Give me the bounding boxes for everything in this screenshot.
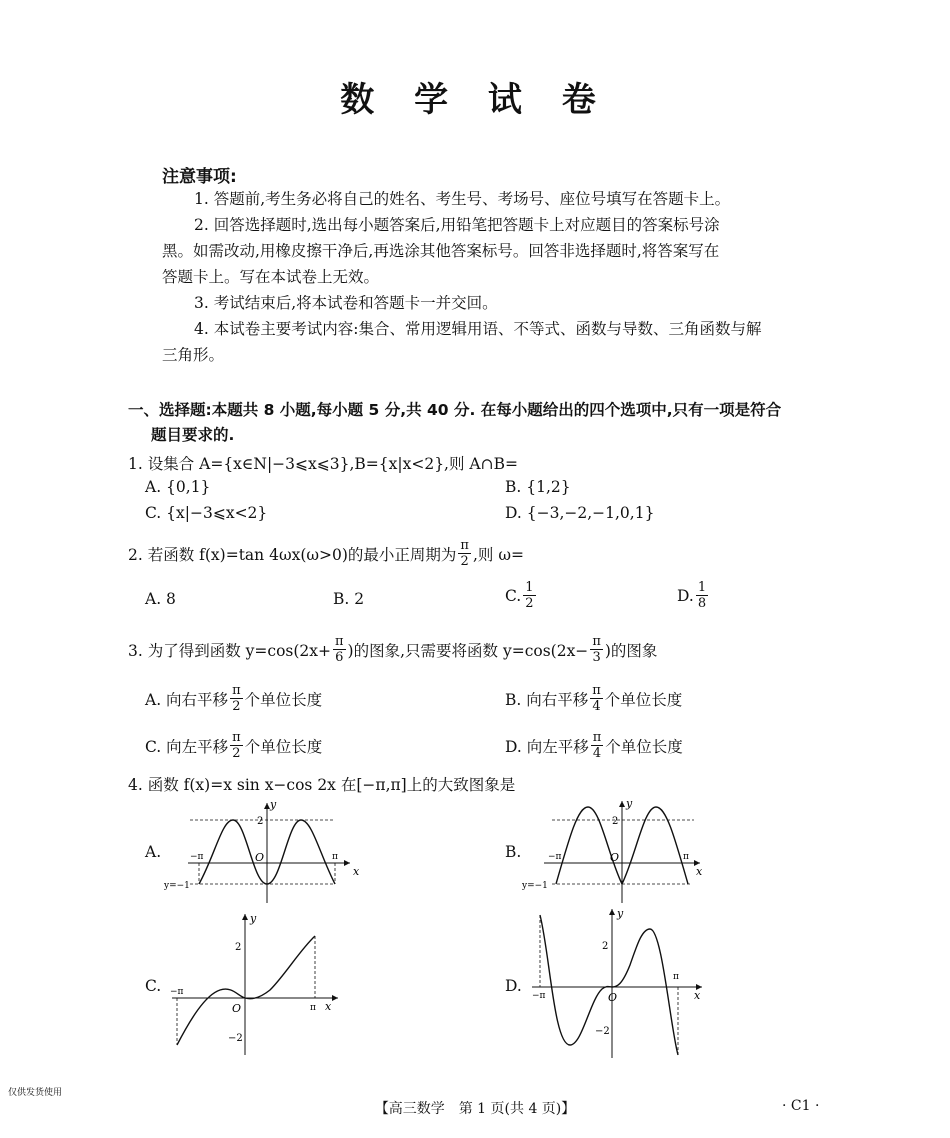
tick-label: 2 [602, 941, 609, 952]
notice-item: 黑。如需改动,用橡皮擦干净后,再选涂其他答案标号。回答非选择题时,将答案写在 [162, 242, 720, 260]
q3-c-num: π [232, 730, 241, 745]
notice-item: 4. 本试卷主要考试内容:集合、常用逻辑用语、不等式、函数与导数、三角函数与解 [194, 320, 762, 338]
q2-option-a: A. 8 [145, 590, 176, 608]
q2-option-d-frac [696, 580, 708, 611]
q4-option-b-label: B. [505, 843, 522, 861]
notice-item: 1. 答题前,考生务必将自己的姓名、考生号、考场号、座位号填写在答题卡上。 [194, 190, 731, 208]
notice-item: 答题卡上。写在本试卷上无效。 [162, 268, 380, 286]
notice-item: 2. 回答选择题时,选出每小题答案后,用铅笔把答题卡上对应题目的答案标号涂 [194, 216, 720, 234]
origin-label: O [608, 991, 618, 1004]
x-label: x [353, 865, 360, 878]
q3-option-c-frac [230, 730, 243, 761]
footer-note: 仅供发货使用 [8, 1088, 63, 1098]
q3-option-b [505, 683, 682, 714]
origin-label: O [232, 1002, 242, 1015]
q3-stem-b: )的图象,只需要将函数 y=cos(2x− [347, 641, 589, 660]
q3-d-num: π [592, 730, 602, 745]
tick-label: −π [170, 987, 184, 997]
q2-option-d [677, 580, 710, 611]
q2-d-den: 8 [697, 596, 707, 611]
notice-heading: 注意事项: [162, 167, 237, 187]
y-axis-arrow [619, 801, 625, 807]
q4-stem: 4. 函数 f(x)=x sin x−cos 2x 在[−π,π]上的大致图象是 [128, 776, 516, 794]
q4-option-c-label: C. [145, 977, 162, 995]
page-title: 数 学 试 卷 [340, 80, 610, 120]
q2-stem-text: 2. 若函数 f(x)=tan 4ωx(ω>0)的最小正周期为 [128, 545, 457, 564]
q3-option-a-text: A. 向右平移 [145, 690, 229, 709]
q3-option-d-frac [591, 730, 604, 761]
x-label: x [325, 1000, 332, 1013]
q3-d-den: 4 [592, 746, 602, 761]
q3-option-d-unit: 个单位长度 [605, 737, 683, 756]
q3-option-d-text: D. 向左平移 [505, 737, 589, 756]
q2-frac-den: 2 [460, 554, 469, 569]
q3-frac-1-den: 6 [335, 650, 344, 665]
q3-frac-1 [333, 634, 346, 665]
q2-option-d-label: D. [677, 586, 694, 605]
q3-option-c [145, 730, 322, 761]
tick-label: 2 [612, 816, 619, 827]
q3-option-c-text: C. 向左平移 [145, 737, 229, 756]
q2-option-c-label: C. [505, 586, 522, 605]
q3-stem [128, 634, 657, 665]
q4-graph-b [522, 795, 722, 905]
q3-option-c-unit: 个单位长度 [244, 737, 323, 756]
q3-stem-c: )的图象 [604, 641, 658, 660]
x-axis-arrow [332, 995, 338, 1001]
tick-label: y=−1 [164, 881, 190, 891]
notice-item: 3. 考试结束后,将本试卷和答题卡一并交回。 [194, 294, 498, 312]
tick-label: π [673, 972, 679, 982]
q2-option-b: B. 2 [333, 590, 365, 608]
tick-label: π [332, 852, 338, 862]
y-label: y [626, 797, 633, 810]
q3-option-a [145, 683, 322, 714]
tick-label: π [683, 852, 689, 862]
curve [177, 936, 315, 1045]
q3-c-den: 2 [232, 746, 241, 761]
tick-label: −π [532, 991, 546, 1001]
q1-option-b: B. {1,2} [505, 478, 571, 496]
q3-option-a-frac [230, 683, 243, 714]
y-label: y [270, 798, 277, 811]
q3-frac-2-den: 3 [592, 650, 601, 665]
q3-b-den: 4 [592, 699, 601, 714]
q2-c-den: 2 [525, 596, 534, 611]
q2-frac-num: π [460, 538, 469, 553]
q2-option-c [505, 580, 538, 611]
x-axis-arrow [344, 860, 350, 866]
tick-label: 2 [235, 942, 242, 953]
tick-label: π [310, 1003, 316, 1013]
q4-option-d-label: D. [505, 977, 522, 995]
q2-fraction [458, 538, 471, 569]
q1-option-a: A. {0,1} [145, 478, 211, 496]
origin-label: O [610, 851, 620, 864]
tick-label: −π [548, 852, 562, 862]
q3-option-b-unit: 个单位长度 [604, 690, 683, 709]
tick-label: y=−1 [522, 881, 548, 891]
y-label: y [617, 907, 624, 920]
q3-option-d [505, 730, 683, 761]
y-label: y [250, 912, 257, 925]
q4-option-a-label: A. [145, 843, 162, 861]
tick-label: −π [190, 852, 204, 862]
y-axis-arrow [609, 909, 615, 915]
q2-stem-tail: ,则 ω= [472, 545, 524, 564]
section-heading-line: 一、选择题:本题共 8 小题,每小题 5 分,共 40 分. 在每小题给出的四个选项中,只有一项是符合 [128, 401, 782, 419]
y-axis-arrow [242, 914, 248, 920]
q4-graph-c [160, 910, 360, 1058]
q1-stem: 1. 设集合 A={x∈N|−3⩽x⩽3},B={x|x<2},则 A∩B= [128, 455, 518, 473]
q2-d-num: 1 [697, 580, 707, 595]
q1-option-d: D. {−3,−2,−1,0,1} [505, 504, 655, 522]
q3-stem-a: 3. 为了得到函数 y=cos(2x+ [128, 641, 331, 660]
tick-label: −2 [595, 1026, 610, 1037]
notice-item: 三角形。 [162, 346, 225, 364]
q3-a-den: 2 [232, 699, 241, 714]
q4-graph-a [160, 795, 360, 905]
origin-label: O [255, 851, 265, 864]
tick-label: −2 [228, 1033, 243, 1044]
section-heading [128, 398, 838, 448]
q1-option-c: C. {x|−3⩽x<2} [145, 504, 268, 522]
notice-body [162, 186, 794, 368]
section-heading-line: 题目要求的. [151, 426, 235, 444]
q3-frac-1-num: π [335, 634, 344, 649]
q2-c-num: 1 [525, 580, 534, 595]
q3-a-num: π [232, 683, 241, 698]
footer-code: · C1 · [782, 1098, 820, 1114]
tick-label: 2 [257, 816, 264, 827]
q3-b-num: π [592, 683, 601, 698]
q3-frac-2 [590, 634, 603, 665]
q3-option-a-unit: 个单位长度 [244, 690, 323, 709]
q4-graph-d [522, 905, 722, 1060]
q3-option-b-frac [590, 683, 603, 714]
footer-page-info: 【高三数学 第 1 页(共 4 页)】 [374, 1101, 576, 1117]
x-label: x [696, 865, 703, 878]
x-label: x [694, 989, 701, 1002]
q2-stem [128, 538, 524, 569]
q3-frac-2-num: π [592, 634, 601, 649]
q3-option-b-text: B. 向右平移 [505, 690, 589, 709]
q2-option-c-frac [523, 580, 535, 611]
